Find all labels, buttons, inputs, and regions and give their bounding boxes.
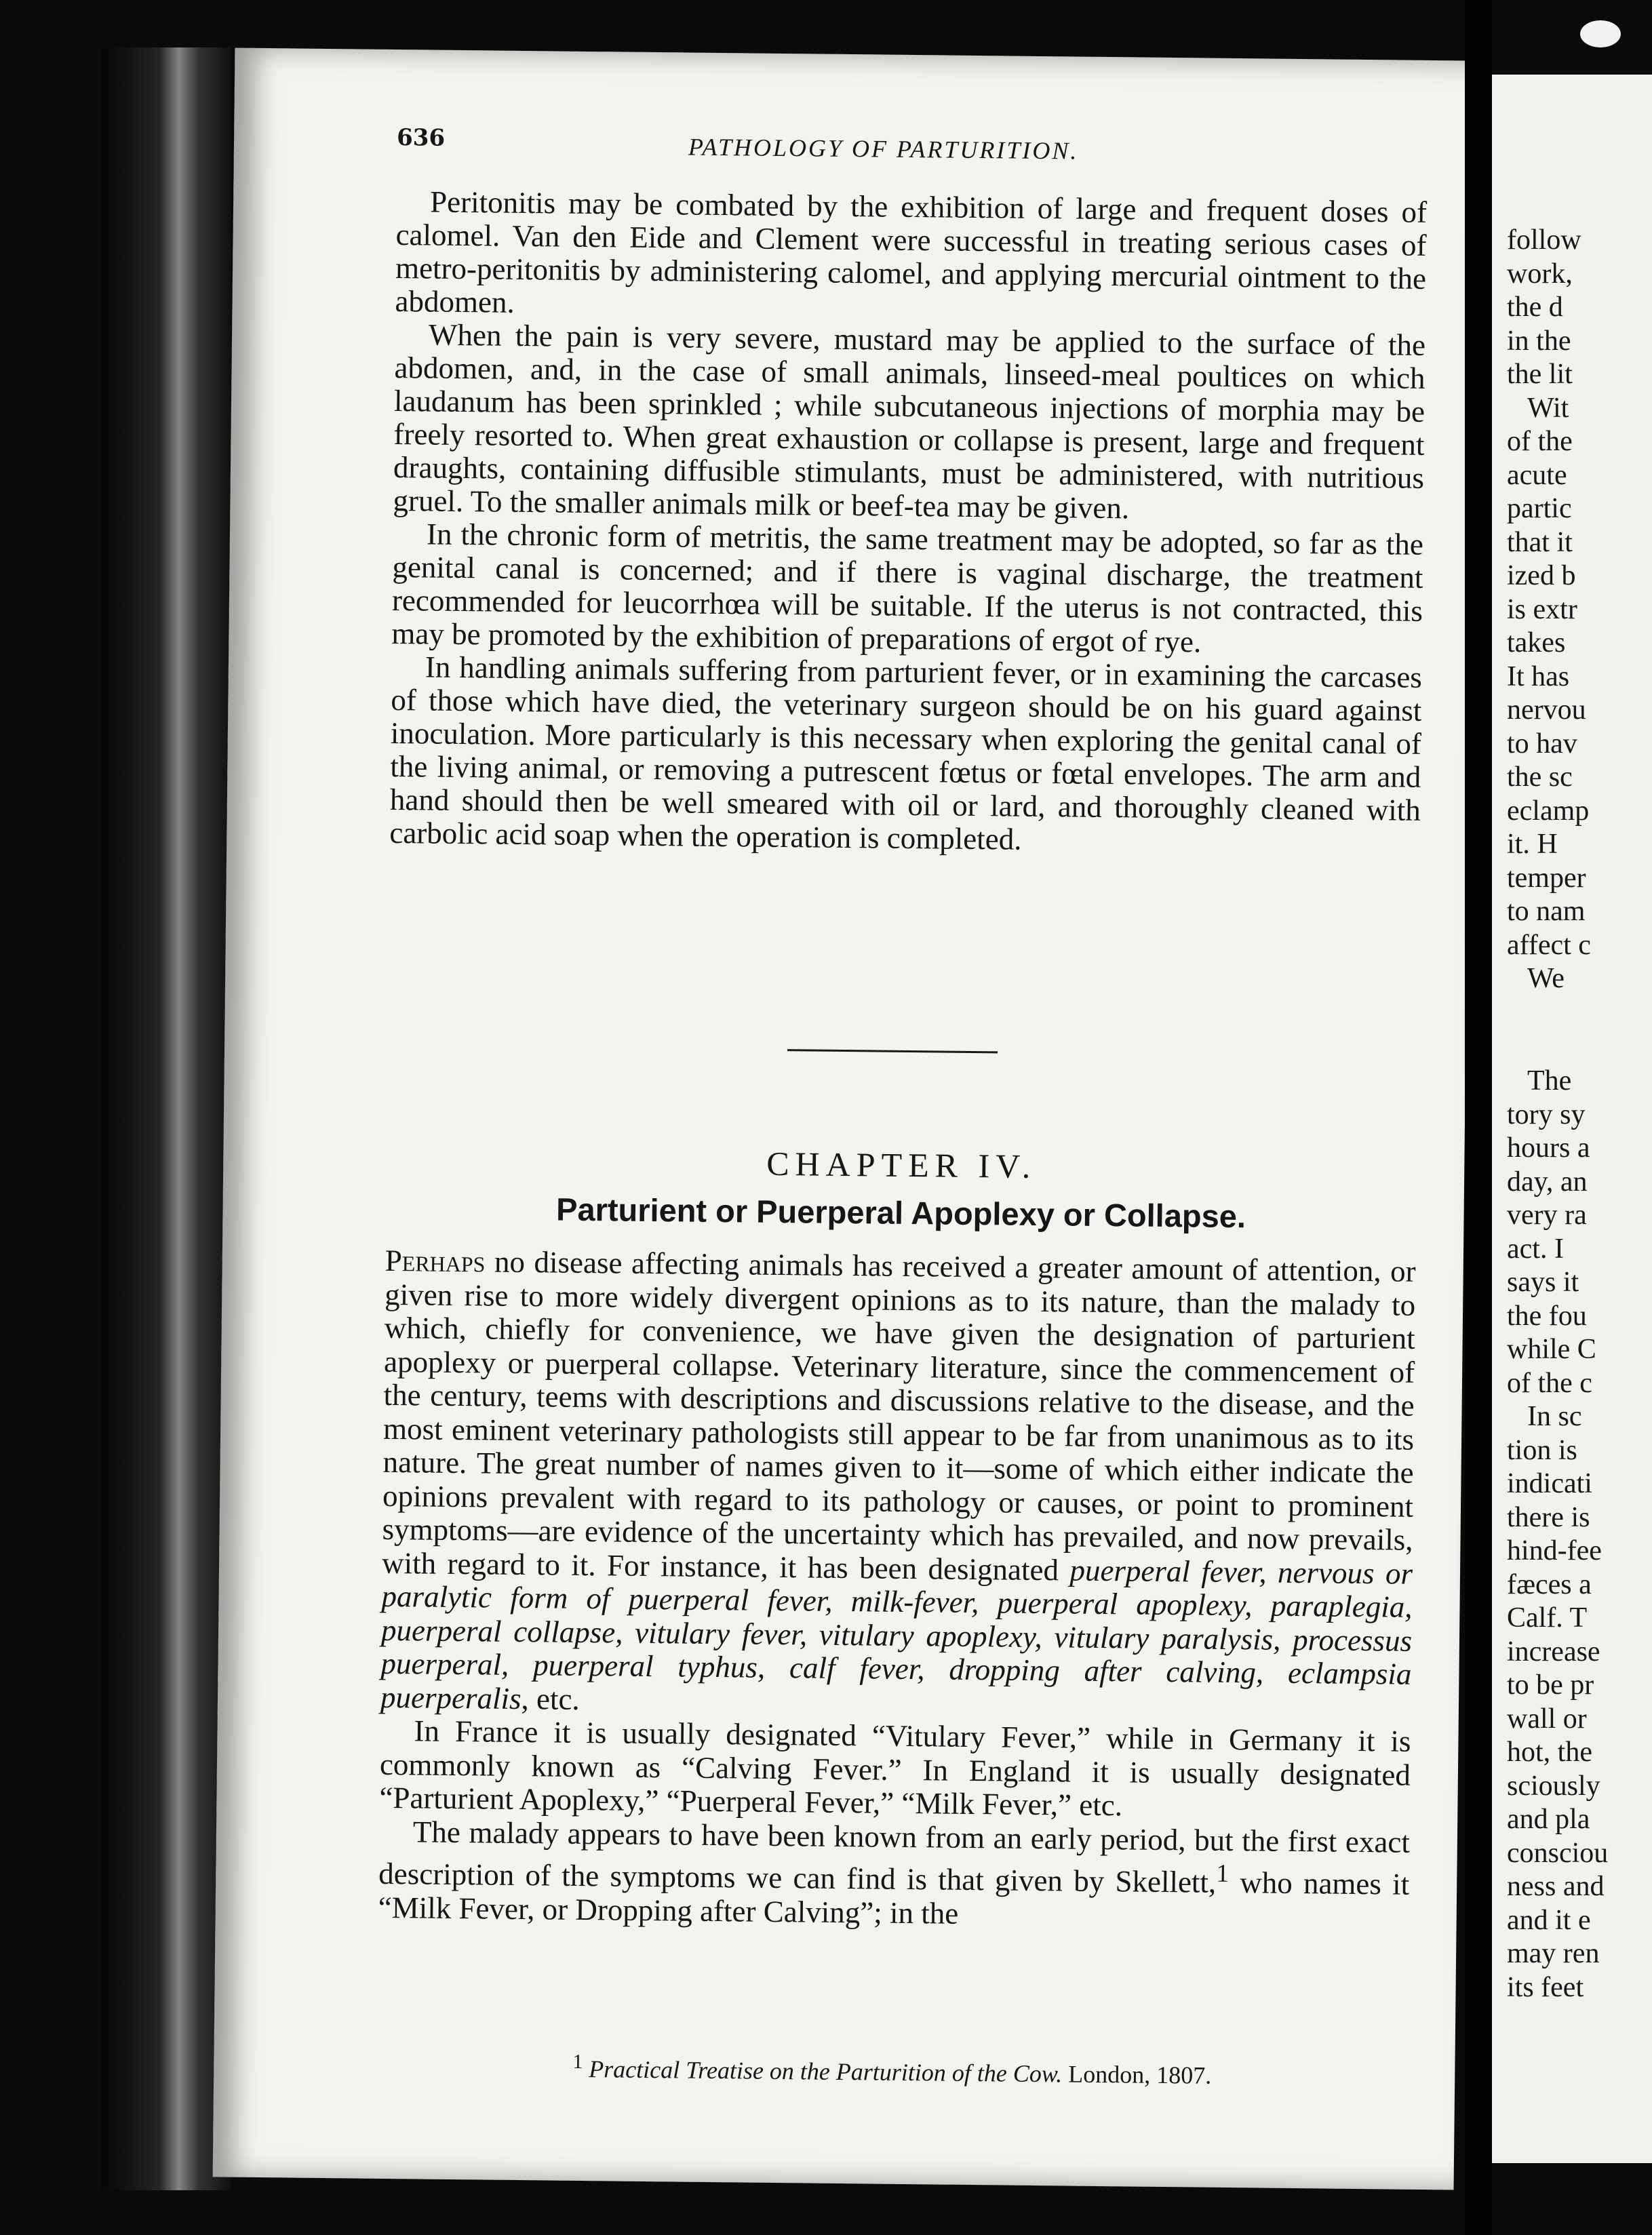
facing-page-line: partic <box>1507 493 1572 524</box>
footnote-ref: 1 <box>1216 1859 1230 1888</box>
facing-page-line: indicati <box>1507 1468 1592 1499</box>
footnote <box>376 2049 1407 2092</box>
facing-page-line: eclamp <box>1507 795 1590 827</box>
running-head <box>397 124 1442 176</box>
facing-page-line: fæces a <box>1507 1568 1592 1600</box>
section-body <box>389 185 1427 861</box>
footnote-marker: 1 <box>572 2050 583 2074</box>
facing-page-line: The <box>1527 1065 1572 1096</box>
facing-page-line: work, <box>1507 258 1573 290</box>
facing-page-line: sciously <box>1507 1770 1600 1802</box>
facing-page <box>1492 75 1652 2163</box>
facing-page-line: Calf. T <box>1507 1602 1588 1634</box>
chapter-number: CHAPTER IV. <box>766 1144 1037 1185</box>
facing-page-line: the sc <box>1507 762 1573 793</box>
facing-page-line: takes <box>1507 627 1566 658</box>
facing-page-line: hind-fee <box>1507 1535 1602 1566</box>
paragraph: Perhaps no disease affecting animals has received a greater amount of attention, or given rise to more widely divergent opinions as to its nature, than the malady to which, chiefly for convenience, we have given the designation of parturient apoplexy or puerperal collapse. Veterinary literature, since the commencement of the century, teems with descriptions and discussions relative to the disease, and the most eminent veterinary pathologists still appear to be far from unanimous as to its nature. The great number of names given to it—some of which either indicate the opinions prevalent with regard to its pathology or causes, or point to prominent symptoms—are evidence of the uncertainty which has prevailed, and now prevails, with regard to it. For instance, it has been designated puerperal fever, nervous or paralytic form of puerperal fever, milk-fever, puerperal apoplexy, paraplegia, puerperal collapse, vitulary fever, vitulary apoplexy, vitulary paralysis, processus puerperal, puerperal typhus, calf fever, dropping after calving, eclampsia puerperalis, etc. <box>380 1243 1416 1716</box>
facing-page-line: says it <box>1507 1267 1579 1298</box>
facing-page-line: We <box>1527 963 1565 994</box>
facing-page-line: acute <box>1507 459 1567 491</box>
facing-page-line: It has <box>1507 660 1570 692</box>
paragraph: In handling animals suffering from parturient fever, or in examining the carcases of those which have died, the veterinary surgeon should be on his guard against inoculation. More particularly is this necessary when exploring the genital canal of the living animal, or removing a putrescent fœtus or fœtal envelopes. The arm and hand should then be well smeared with oil or lard, and thoroughly cleaned with carbolic acid soap when the operation is completed. <box>389 650 1423 856</box>
facing-page-line: in the <box>1507 325 1571 357</box>
paragraph: Peritonitis may be combated by the exhibition of large and frequent doses of calomel. Van den Eide and Clement were successful in treating serious cases of metro-peritonitis by administering calomel, and applying mercurial ointment to the abdomen. <box>395 184 1428 319</box>
facing-page-line: that it <box>1507 526 1573 558</box>
facing-page-line: of the c <box>1507 1367 1592 1399</box>
facing-page-line: to nam <box>1507 896 1586 927</box>
facing-page-line: the lit <box>1507 359 1573 390</box>
facing-page-line: follow <box>1507 224 1581 256</box>
book-spine-shadow <box>102 47 231 2190</box>
facing-page-line: of the <box>1507 426 1573 457</box>
facing-page-line: increase <box>1507 1636 1600 1667</box>
facing-page-line: hot, the <box>1507 1737 1592 1768</box>
facing-page-line: Wit <box>1527 392 1569 424</box>
facing-page-line: and it e <box>1507 1904 1591 1936</box>
disease-names: puerperal fever, nervous or paralytic form of puerperal fever, milk-fever, puerperal apoplexy, paraplegia, puerperal collapse, vitulary fever, vitulary apoplexy, vitulary paralysis, processus puerperal, puerperal typhus, calf fever, dropping after calving, eclampsia puerperalis <box>380 1553 1413 1716</box>
facing-page-line: nervou <box>1507 694 1586 726</box>
paragraph: In the chronic form of metritis, the same treatment may be adopted, so far as the genital canal is concerned; and if there is vaginal discharge, the treatment recommended for leucorrhœa will be suitable. If the uterus is not contracted, this may be promoted by the exhibition of preparations of ergot of rye. <box>391 517 1424 659</box>
facing-page-line: wall or <box>1507 1703 1587 1735</box>
facing-page-line: there is <box>1507 1501 1590 1533</box>
facing-page-line: tion is <box>1507 1434 1577 1466</box>
facing-page-line: to be pr <box>1507 1669 1594 1701</box>
facing-page-line: day, an <box>1507 1166 1588 1198</box>
facing-page-line: it. H <box>1507 829 1558 860</box>
page-gutter <box>1465 0 1492 2235</box>
running-title: PATHOLOGY OF PARTURITION. <box>688 133 1079 165</box>
facing-page-line: its feet <box>1507 1971 1584 2003</box>
footnote-title: Practical Treatise on the Parturition of the Cow. <box>589 2055 1063 2088</box>
facing-page-line: affect c <box>1507 929 1591 961</box>
facing-page-line: hours a <box>1507 1132 1590 1164</box>
paragraph: When the pain is very severe, mustard may be applied to the surface of the abdomen, and, in the case of small animals, linseed-meal poultices on which laudanum has been sprinkled ; while subcutaneous injections of morphia may be freely resorted to. When great exhaustion or collapse is present, large and frequent draughts, containing diffusible stimulants, must be administered, with nutritious gruel. To the smaller animals milk or beef-tea may be given. <box>393 317 1426 526</box>
facing-page-line: the d <box>1507 292 1563 323</box>
footnote-place-year: London, 1807. <box>1068 2060 1212 2089</box>
facing-page-line: temper <box>1507 862 1586 894</box>
facing-page-line: act. I <box>1507 1233 1564 1265</box>
facing-page-line: very ra <box>1507 1200 1587 1231</box>
facing-page-line: while C <box>1507 1334 1596 1365</box>
paper-fleck <box>1580 20 1621 47</box>
facing-page-line: consciou <box>1507 1837 1609 1869</box>
facing-page-line: may ren <box>1507 1938 1600 1969</box>
facing-page-line: to hav <box>1507 728 1577 759</box>
chapter-body <box>378 1244 1416 1935</box>
facing-page-line: the fou <box>1507 1300 1587 1332</box>
facing-page-line: and pla <box>1507 1804 1590 1835</box>
facing-page-line: In sc <box>1527 1401 1582 1432</box>
chapter-title: Parturient or Puerperal Apoplexy or Collapse. <box>555 1191 1246 1235</box>
facing-page-line: tory sy <box>1507 1099 1586 1130</box>
facing-page-line: ness and <box>1507 1871 1605 1902</box>
left-page <box>213 48 1476 2190</box>
lead-word: Perhaps <box>385 1243 486 1279</box>
facing-page-line: is extr <box>1507 593 1577 625</box>
section-divider <box>787 1049 998 1053</box>
paragraph: In France it is usually designated “Vitulary Fever,” while in Germany it is commonly known as “Calving Fever.” In England it is usually designated “Parturient Apoplexy,” “Puerperal Fever,” “Milk Fever,” etc. <box>379 1714 1411 1823</box>
page-number: 636 <box>396 124 446 152</box>
facing-page-line: ized b <box>1507 560 1576 591</box>
paragraph: The malady appears to have been known from an early period, but the first exact description of the symptoms we can find is that given by Skellett,$^1$ who names it “Milk Fever, or Dropping after Calving”; in the <box>378 1814 1411 1931</box>
